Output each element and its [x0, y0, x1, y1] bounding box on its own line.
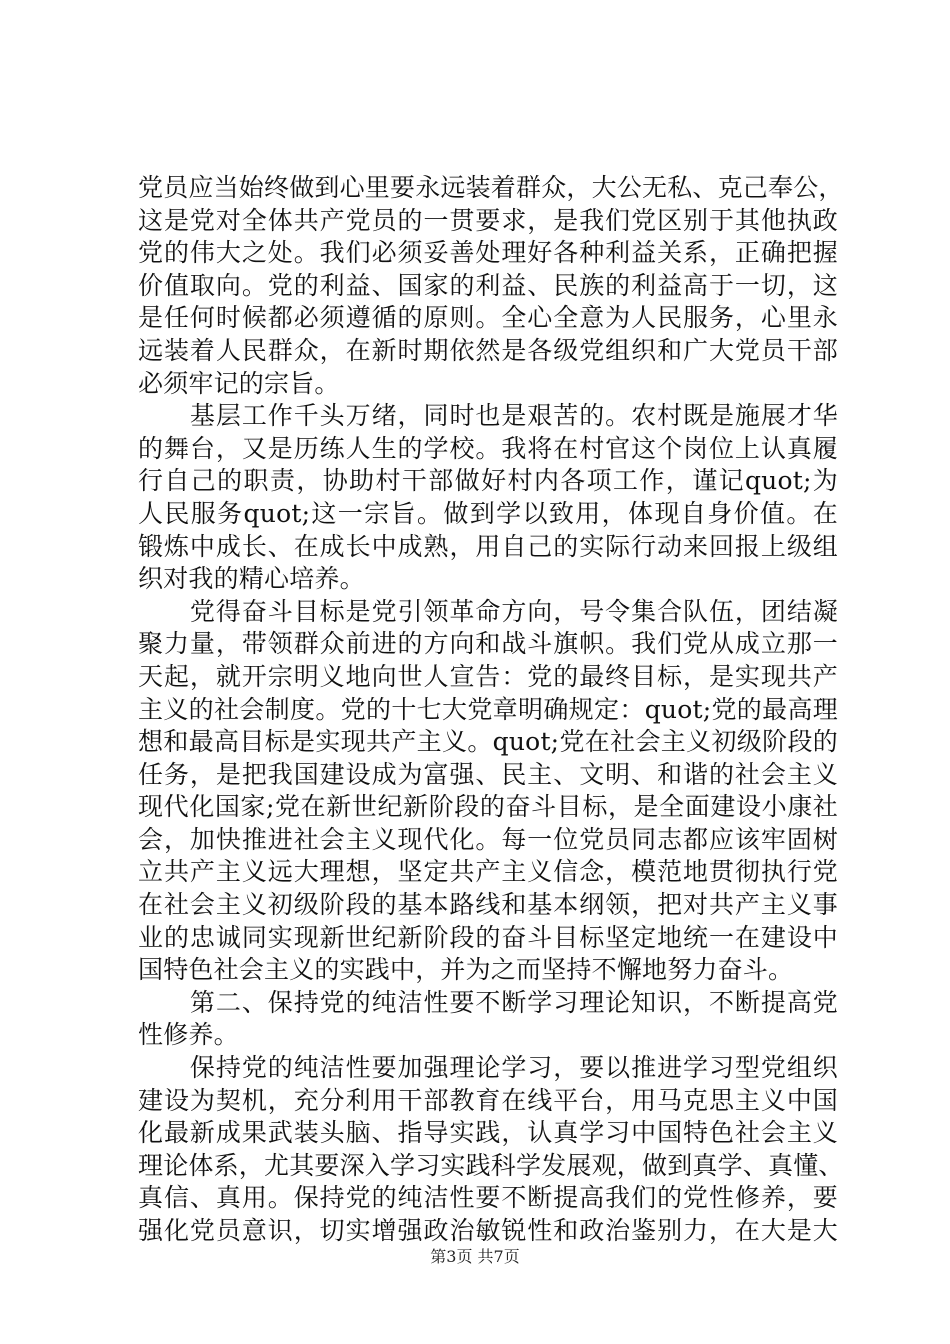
text-line: 化最新成果武装头脑、指导实践，认真学习中国特色社会主义 — [138, 1118, 838, 1148]
text-line: 立共产主义远大理想，坚定共产主义信念，模范地贯彻执行党 — [138, 857, 838, 887]
text-line: 聚力量，带领群众前进的方向和战斗旗帜。我们党从成立那一 — [138, 629, 838, 659]
text-line: 基层工作千头万绪，同时也是艰苦的。农村既是施展才华 — [138, 401, 838, 431]
text-line: 想和最高目标是实现共产主义。quot;党在社会主义初级阶段的 — [138, 727, 838, 757]
text-line: 业的忠诚同实现新世纪新阶段的奋斗目标坚定地统一在建设中 — [138, 922, 838, 952]
text-line: 价值取向。党的利益、国家的利益、民族的利益高于一切，这 — [138, 270, 838, 300]
text-line: 这是党对全体共产党员的一贯要求，是我们党区别于其他执政 — [138, 205, 838, 235]
text-line: 的舞台，又是历练人生的学校。我将在村官这个岗位上认真履 — [138, 433, 838, 463]
text-line: 现代化国家;党在新世纪新阶段的奋斗目标，是全面建设小康社 — [138, 792, 838, 822]
text-line: 会，加快推进社会主义现代化。每一位党员同志都应该牢固树 — [138, 824, 838, 854]
text-line: 第二、保持党的纯洁性要不断学习理论知识，不断提高党 — [138, 987, 838, 1017]
text-line: 天起，就开宗明义地向世人宣告：党的最终目标，是实现共产 — [138, 661, 838, 691]
text-line: 织对我的精心培养。 — [138, 564, 365, 594]
text-line: 真信、真用。保持党的纯洁性要不断提高我们的党性修养，要 — [138, 1183, 838, 1213]
text-line: 锻炼中成长、在成长中成熟，用自己的实际行动来回报上级组 — [138, 531, 838, 561]
text-line: 强化党员意识，切实增强政治敏锐性和政治鉴别力，在大是大 — [138, 1216, 838, 1245]
text-line: 理论体系，尤其要深入学习实践科学发展观，做到真学、真懂、 — [138, 1150, 844, 1180]
text-line: 建设为契机，充分利用干部教育在线平台，用马克思主义中国 — [138, 1085, 838, 1115]
text-line: 人民服务quot;这一宗旨。做到学以致用，体现自身价值。在 — [138, 498, 838, 528]
text-line: 党员应当始终做到心里要永远装着群众，大公无私、克己奉公， — [138, 173, 844, 202]
text-line: 保持党的纯洁性要加强理论学习，要以推进学习型党组织 — [138, 1053, 838, 1083]
text-line: 主义的社会制度。党的十七大党章明确规定：quot;党的最高理 — [138, 694, 838, 724]
text-line: 行自己的职责，协助村干部做好村内各项工作，谨记quot;为 — [138, 466, 838, 496]
text-line: 是任何时候都必须遵循的原则。全心全意为人民服务，心里永 — [138, 303, 838, 333]
page-number: 第3页 共7页 — [430, 1247, 520, 1266]
text-line: 党的伟大之处。我们必须妥善处理好各种利益关系，正确把握 — [138, 238, 838, 268]
text-line: 任务，是把我国建设成为富强、民主、文明、和谐的社会主义 — [138, 759, 838, 789]
text-line: 国特色社会主义的实践中，并为之而坚持不懈地努力奋斗。 — [138, 955, 794, 985]
text-line: 远装着人民群众，在新时期依然是各级党组织和广大党员干部 — [138, 335, 838, 365]
document-body — [138, 172, 844, 1248]
text-line: 党得奋斗目标是党引领革命方向，号令集合队伍，团结凝 — [138, 596, 838, 626]
text-line: 性修养。 — [138, 1020, 239, 1050]
text-line: 在社会主义初级阶段的基本路线和基本纲领，把对共产主义事 — [138, 890, 838, 920]
text-line: 必须牢记的宗旨。 — [138, 368, 340, 398]
